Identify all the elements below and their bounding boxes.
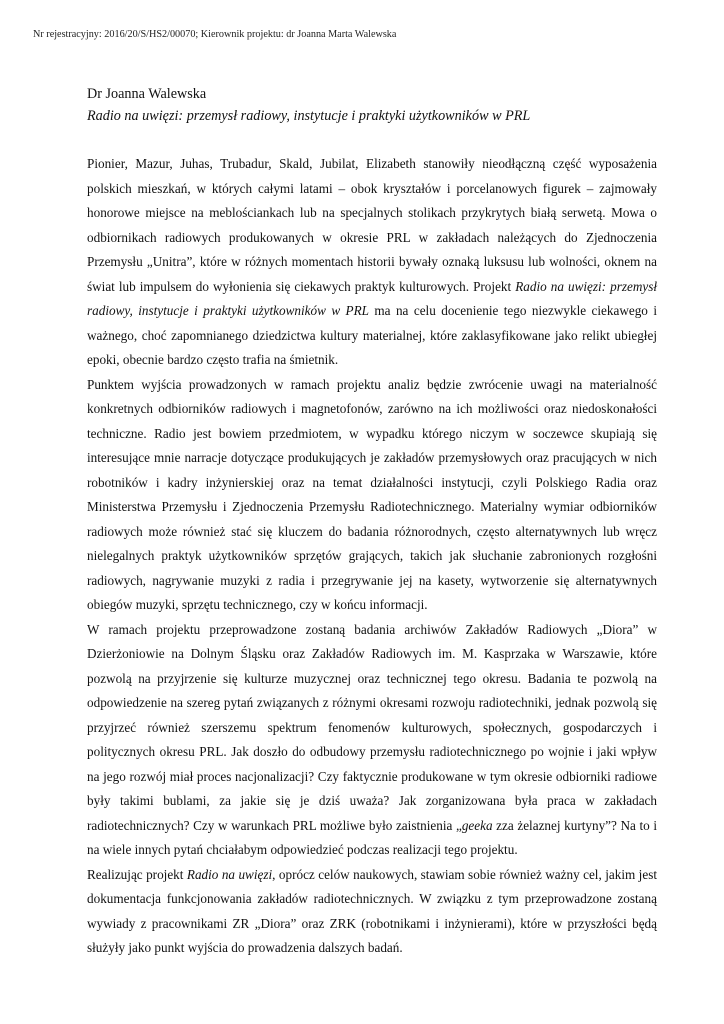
paragraph-3	[87, 618, 657, 863]
paragraph-3-text: W ramach projektu przeprowadzone zostaną badania archiwów Zakładów Radiowych „Diora” w Dzierżoniowie na Dolnym Śląsku oraz Zakładów Radiowych im. M. Kasprzaka w Warszawie, które pozwolą na przyjrzenie się kulturze muzycznej oraz technicznej tego okresu. Badania te pozwolą na odpowiedzenie na szereg pytań związanych z różnymi okresami rozwoju radiotechniki, jednak pozwolą się przyjrzeć również szerszemu spektrum fenomenów kulturowych, społecznych, gospodarczych i politycznych okresu PRL. Jak doszło do odbudowy przemysłu radiotechnicznego po wojnie i jaki wpływ na jego rozwój miał proces nacjonalizacji? Czy faktycznie produkowane w tym okresie odbiorniki radiowe były takimi bublami, za jakie się je dziś uważa? Jak zorganizowana była praca w zakładach radiotechnicznych? Czy w warunkach PRL możliwe było zaistnienia „	[87, 621, 657, 833]
document-body	[87, 152, 657, 961]
paragraph-1-project-title: Radio na uwięzi: przemysł radiowy, instytucje i praktyki użytkowników w PRL	[87, 278, 657, 318]
paragraph-4-project-name: Radio na uwięzi	[186, 866, 273, 882]
paragraph-3-text-end: zza żelaznej kurtyny”? Na to i na wiele innych pytań chciałabym odpowiedzieć podczas realizacji tego projektu.	[87, 817, 658, 857]
paragraph-4	[87, 863, 657, 961]
paragraph-1-text-end: ma na celu docenienie tego niezwykle ciekawego i ważnego, choć zapomnianego dziedzictwa kultury materialnej, które zaklasyfikowane jako relikt ubiegłej epoki, obecnie bardzo często trafia na śmietnik.	[87, 303, 657, 367]
paragraph-3-geeka: geeka	[461, 817, 493, 833]
document-title: Radio na uwięzi: przemysł radiowy, instytucje i praktyki użytkowników w PRL	[87, 108, 531, 124]
paragraph-2-text: Punktem wyjścia prowadzonych w ramach projektu analiz będzie zwrócenie uwagi na materialność konkretnych odbiorników radiowych i magnetofonów, zarówno na ich możliwości oraz niedoskonałości techniczne. Radio jest bowiem przedmiotem, w wypadku którego niczym w soczewce skupiają się interesujące mnie narracje dotyczące produkujących je zakładów przemysłowych oraz pracujących w nich robotników i kadry inżynierskiej oraz na temat działalności instytucji, czyli Polskiego Radia oraz Ministerstwa Przemysłu i Zjednoczenia Przemysłu Radiotechnicznego. Materialny wymiar odbiorników radiowych może również stać się kluczem do badania różnorodnych, często alternatywnych lub wręcz nielegalnych praktyk użytkowników sprzętów grających, takich jak słuchanie zabronionych rozgłośni radiowych, nagrywanie muzyki z radia i przegrywanie jej na kasety, wytworzenie się alternatywnych obiegów muzyki, sprzętu technicznego, czy w końcu informacji.	[87, 376, 657, 612]
paragraph-4-text-end: , oprócz celów naukowych, stawiam sobie również ważny cel, jakim jest dokumentacja funkcjonowania zakładów radiotechnicznych. W związku z tym przeprowadzone zostaną wywiady z pracownikami ZR „Diora” oraz ZRK (robotnikami i inżynierami), które w przyszłości będą służyły jako punkt wyjścia do prowadzenia dalszych badań.	[87, 866, 657, 955]
paragraph-4-text: Realizując projekt	[87, 866, 187, 882]
paragraph-1	[87, 152, 657, 373]
paragraph-2	[87, 373, 657, 618]
paragraph-1-text: Pionier, Mazur, Juhas, Trubadur, Skald, Jubilat, Elizabeth stanowiły nieodłączną część wyposażenia polskich mieszkań, w których całymi latami – obok kryształów i porcelanowych figurek – zajmowały honorowe miejsce na meblościankach lub na specjalnych stolikach przykrytych białą serwetą. Mowa o odbiornikach radiowych produkowanych w okresie PRL w zakładach należących do Zjednoczenia Przemysłu „Unitra”, które w różnych momentach historii bywały oznaką luksusu lub wolności, oknem na świat lub impulsem do wyłonienia się ciekawych praktyk kulturowych. Projekt	[87, 156, 657, 294]
registration-header: Nr rejestracyjny: 2016/20/S/HS2/00070; Kierownik projektu: dr Joanna Marta Walewska	[33, 29, 397, 40]
author-name: Dr Joanna Walewska	[87, 86, 207, 102]
